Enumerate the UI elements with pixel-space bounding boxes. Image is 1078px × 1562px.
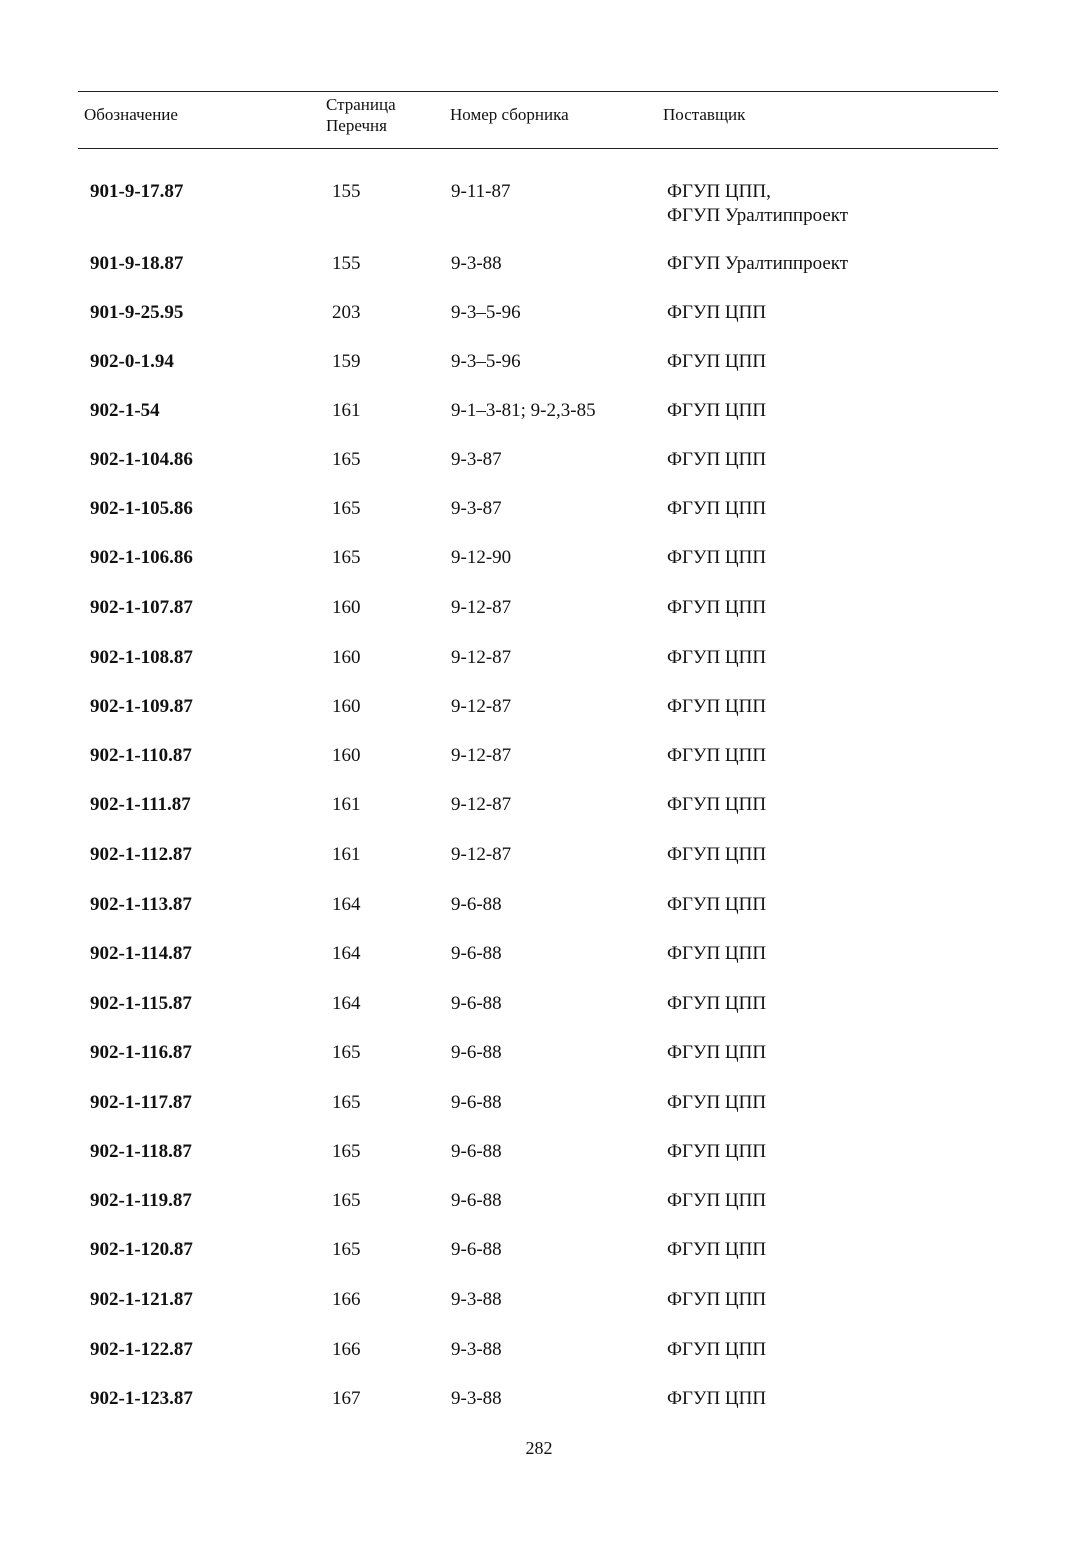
cell-page: 165 xyxy=(332,449,361,470)
cell-designation: 901-9-25.95 xyxy=(90,302,184,323)
cell-collection: 9-12-87 xyxy=(451,647,512,668)
supplier-line: ФГУП ЦПП xyxy=(667,1239,767,1260)
cell-designation: 902-1-123.87 xyxy=(90,1388,193,1409)
supplier-line: ФГУП ЦПП xyxy=(667,1339,767,1360)
cell-collection: 9-6-88 xyxy=(451,1141,502,1162)
cell-designation: 902-1-107.87 xyxy=(90,597,193,618)
supplier-line: ФГУП ЦПП xyxy=(667,993,767,1014)
table-row xyxy=(0,1387,1078,1411)
cell-designation: 902-1-117.87 xyxy=(90,1092,192,1113)
header-supplier: Поставщик xyxy=(663,105,746,124)
cell-supplier xyxy=(667,1140,766,1164)
cell-supplier xyxy=(667,1189,766,1213)
cell-page: 165 xyxy=(332,547,361,568)
table-row xyxy=(0,646,1078,670)
cell-page: 165 xyxy=(332,1239,361,1260)
cell-page: 155 xyxy=(332,253,361,274)
supplier-line: ФГУП ЦПП xyxy=(667,498,767,519)
table-row xyxy=(0,301,1078,325)
cell-collection: 9-12-87 xyxy=(451,844,512,865)
cell-collection: 9-3-88 xyxy=(451,1339,502,1360)
cell-collection: 9-12-87 xyxy=(451,597,512,618)
cell-designation: 902-1-120.87 xyxy=(90,1239,193,1260)
cell-collection: 9-3-87 xyxy=(451,498,502,519)
table-row xyxy=(0,1189,1078,1213)
supplier-line: ФГУП ЦПП xyxy=(667,794,767,815)
cell-collection: 9-3-88 xyxy=(451,1289,502,1310)
cell-designation: 902-1-104.86 xyxy=(90,449,193,470)
cell-designation: 902-1-54 xyxy=(90,400,160,421)
cell-collection: 9-11-87 xyxy=(451,181,511,202)
table-header-rule xyxy=(78,148,998,149)
table-row xyxy=(0,1041,1078,1065)
supplier-line: ФГУП ЦПП xyxy=(667,1092,767,1113)
cell-page: 160 xyxy=(332,696,361,717)
cell-supplier xyxy=(667,942,766,966)
table-row xyxy=(0,1091,1078,1115)
cell-page: 165 xyxy=(332,1092,361,1113)
supplier-line: ФГУП ЦПП xyxy=(667,844,767,865)
table-row xyxy=(0,1140,1078,1164)
cell-supplier xyxy=(667,793,766,817)
supplier-line: ФГУП ЦПП xyxy=(667,1289,767,1310)
cell-collection: 9-12-87 xyxy=(451,794,512,815)
supplier-line: ФГУП ЦПП xyxy=(667,943,767,964)
supplier-line: ФГУП ЦПП xyxy=(667,894,767,915)
header-page-line1: Страница xyxy=(326,95,396,114)
cell-supplier xyxy=(667,893,766,917)
supplier-line: ФГУП ЦПП xyxy=(667,400,767,421)
table-row xyxy=(0,744,1078,768)
cell-supplier xyxy=(667,596,766,620)
cell-page: 161 xyxy=(332,794,361,815)
supplier-line: ФГУП ЦПП xyxy=(667,1388,767,1409)
cell-collection: 9-12-87 xyxy=(451,745,512,766)
cell-supplier xyxy=(667,448,766,472)
table-row xyxy=(0,180,1078,226)
page-number: 282 xyxy=(525,1438,553,1458)
cell-page: 159 xyxy=(332,351,361,372)
cell-page: 161 xyxy=(332,844,361,865)
supplier-line: ФГУП Уралтиппроект xyxy=(667,205,849,226)
header-designation: Обозначение xyxy=(84,105,178,124)
cell-supplier xyxy=(667,180,848,228)
cell-supplier xyxy=(667,695,766,719)
table-row xyxy=(0,942,1078,966)
cell-page: 165 xyxy=(332,1190,361,1211)
supplier-line: ФГУП ЦПП xyxy=(667,449,767,470)
cell-supplier xyxy=(667,546,766,570)
cell-page: 165 xyxy=(332,1141,361,1162)
supplier-line: ФГУП ЦПП xyxy=(667,696,767,717)
cell-page: 160 xyxy=(332,597,361,618)
cell-designation: 902-1-114.87 xyxy=(90,943,192,964)
cell-page: 164 xyxy=(332,894,361,915)
cell-designation: 902-1-113.87 xyxy=(90,894,192,915)
table-row xyxy=(0,448,1078,472)
cell-page: 166 xyxy=(332,1289,361,1310)
cell-designation: 901-9-17.87 xyxy=(90,181,184,202)
supplier-line: ФГУП ЦПП xyxy=(667,1042,767,1063)
cell-supplier xyxy=(667,497,766,521)
cell-page: 160 xyxy=(332,647,361,668)
cell-page: 155 xyxy=(332,181,361,202)
table-row xyxy=(0,596,1078,620)
header-page xyxy=(326,94,436,136)
supplier-line: ФГУП ЦПП xyxy=(667,351,767,372)
cell-collection: 9-6-88 xyxy=(451,943,502,964)
supplier-line: ФГУП ЦПП xyxy=(667,745,767,766)
cell-page: 161 xyxy=(332,400,361,421)
cell-supplier xyxy=(667,301,766,325)
cell-supplier xyxy=(667,1238,766,1262)
cell-supplier xyxy=(667,1387,766,1411)
cell-designation: 902-1-106.86 xyxy=(90,547,193,568)
table-row xyxy=(0,252,1078,276)
table-row xyxy=(0,1288,1078,1312)
table-row xyxy=(0,350,1078,374)
table-row xyxy=(0,1238,1078,1262)
cell-supplier xyxy=(667,843,766,867)
cell-supplier xyxy=(667,399,766,423)
cell-designation: 902-1-116.87 xyxy=(90,1042,192,1063)
cell-collection: 9-6-88 xyxy=(451,894,502,915)
supplier-line: ФГУП ЦПП xyxy=(667,547,767,568)
cell-designation: 902-1-112.87 xyxy=(90,844,192,865)
cell-designation: 902-1-118.87 xyxy=(90,1141,192,1162)
cell-page: 164 xyxy=(332,943,361,964)
cell-supplier xyxy=(667,744,766,768)
cell-supplier xyxy=(667,252,848,276)
cell-collection: 9-3-88 xyxy=(451,253,502,274)
cell-supplier xyxy=(667,646,766,670)
cell-designation: 902-1-105.86 xyxy=(90,498,193,519)
cell-collection: 9-6-88 xyxy=(451,1190,502,1211)
supplier-line: ФГУП Уралтиппроект xyxy=(667,253,849,274)
cell-collection: 9-6-88 xyxy=(451,993,502,1014)
cell-page: 165 xyxy=(332,1042,361,1063)
cell-collection: 9-6-88 xyxy=(451,1042,502,1063)
cell-supplier xyxy=(667,992,766,1016)
supplier-line: ФГУП ЦПП xyxy=(667,647,767,668)
cell-supplier xyxy=(667,1338,766,1362)
cell-designation: 902-1-115.87 xyxy=(90,993,192,1014)
cell-collection: 9-3-87 xyxy=(451,449,502,470)
cell-designation: 902-1-108.87 xyxy=(90,647,193,668)
cell-designation: 902-1-119.87 xyxy=(90,1190,192,1211)
table-row xyxy=(0,793,1078,817)
header-page-line2: Перечня xyxy=(326,116,387,135)
cell-supplier xyxy=(667,1041,766,1065)
cell-designation: 901-9-18.87 xyxy=(90,253,184,274)
cell-collection: 9-12-90 xyxy=(451,547,512,568)
cell-collection: 9-12-87 xyxy=(451,696,512,717)
cell-page: 160 xyxy=(332,745,361,766)
header-collection: Номер сборника xyxy=(450,105,569,124)
table-row xyxy=(0,695,1078,719)
supplier-line: ФГУП ЦПП xyxy=(667,597,767,618)
table-row xyxy=(0,1338,1078,1362)
cell-supplier xyxy=(667,1091,766,1115)
cell-supplier xyxy=(667,350,766,374)
table-row xyxy=(0,893,1078,917)
cell-page: 167 xyxy=(332,1388,361,1409)
cell-collection: 9-6-88 xyxy=(451,1239,502,1260)
supplier-line: ФГУП ЦПП xyxy=(667,1190,767,1211)
cell-designation: 902-1-122.87 xyxy=(90,1339,193,1360)
cell-collection: 9-3-88 xyxy=(451,1388,502,1409)
cell-page: 203 xyxy=(332,302,361,323)
table-row xyxy=(0,843,1078,867)
cell-collection: 9-1–3-81; 9-2,3-85 xyxy=(451,400,596,421)
table-row xyxy=(0,546,1078,570)
cell-page: 165 xyxy=(332,498,361,519)
supplier-line: ФГУП ЦПП xyxy=(667,302,767,323)
table-row xyxy=(0,399,1078,423)
cell-collection: 9-6-88 xyxy=(451,1092,502,1113)
cell-designation: 902-1-111.87 xyxy=(90,794,191,815)
cell-designation: 902-0-1.94 xyxy=(90,351,174,372)
table-row xyxy=(0,497,1078,521)
cell-designation: 902-1-110.87 xyxy=(90,745,192,766)
cell-designation: 902-1-121.87 xyxy=(90,1289,193,1310)
supplier-line: ФГУП ЦПП, xyxy=(667,181,771,202)
cell-collection: 9-3–5-96 xyxy=(451,302,521,323)
cell-designation: 902-1-109.87 xyxy=(90,696,193,717)
cell-collection: 9-3–5-96 xyxy=(451,351,521,372)
cell-supplier xyxy=(667,1288,766,1312)
cell-page: 164 xyxy=(332,993,361,1014)
supplier-line: ФГУП ЦПП xyxy=(667,1141,767,1162)
table-header xyxy=(0,92,1078,148)
table-row xyxy=(0,992,1078,1016)
cell-page: 166 xyxy=(332,1339,361,1360)
